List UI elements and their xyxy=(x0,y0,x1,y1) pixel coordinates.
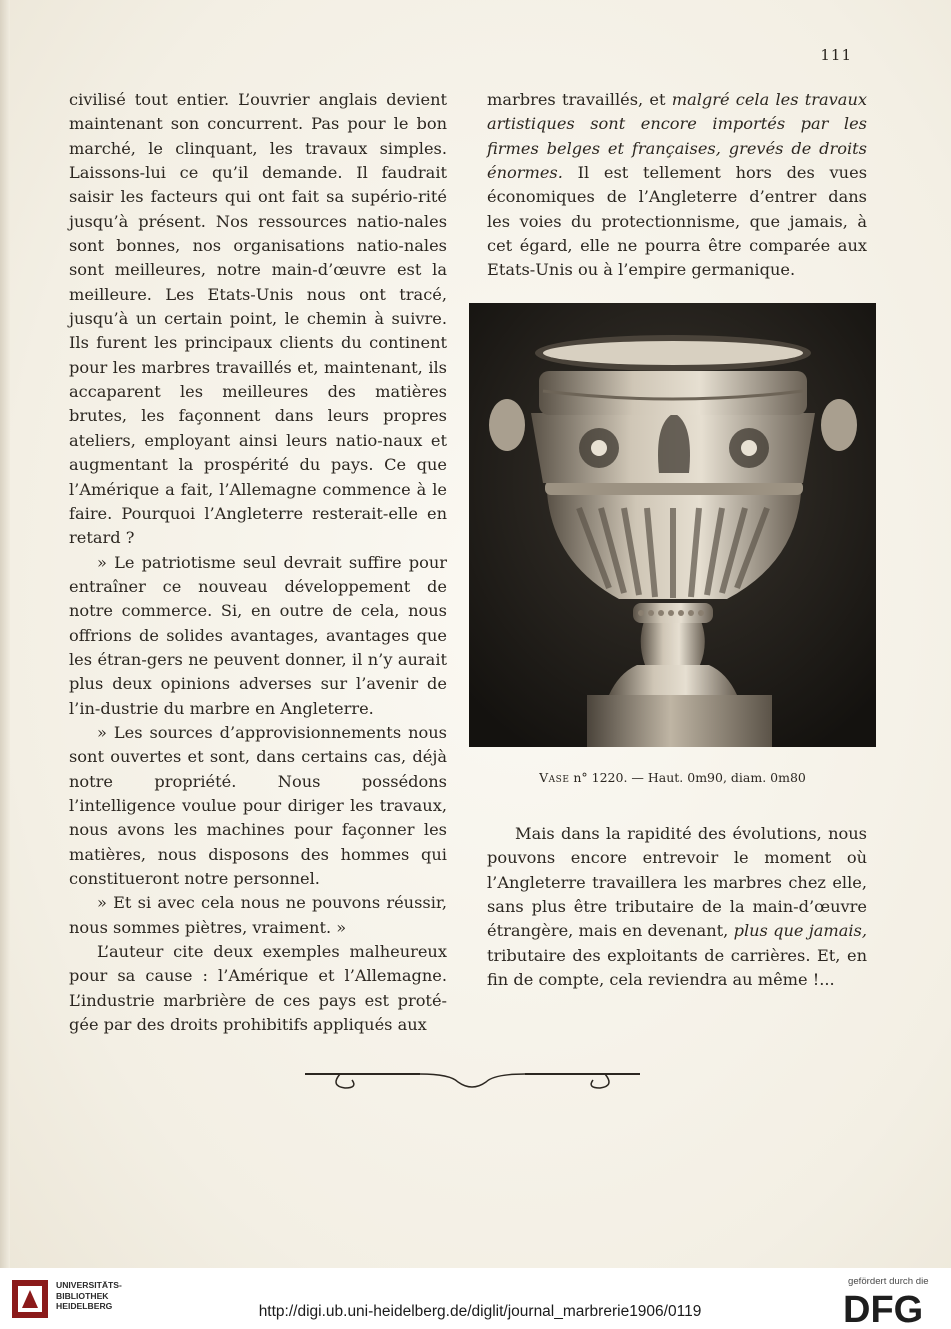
dfg-logo xyxy=(840,1284,940,1324)
dfg-logo-text: DFG xyxy=(843,1289,924,1324)
right-bottom-text-rest: tributaire des exploitants de carrières. Et, en fin de compte, cela reviendra au même !... xyxy=(487,945,867,990)
funding-note: gefördert durch die xyxy=(848,1276,929,1287)
vase-plinth xyxy=(587,695,772,747)
vase-rim xyxy=(539,371,807,415)
right-top-text-rest: Il est tellement hors des vues économiques de l’Angleterre d’entrer dans les voies du protectionnisme, que jamais, à cet égard, elle ne pourra être comparée aux Etats-Unis ou à l’empire germanique. xyxy=(487,163,867,280)
right-column-top xyxy=(487,88,867,283)
vase-photograph xyxy=(469,303,876,747)
caption-label: Vase xyxy=(539,770,570,785)
left-paragraph: civilisé tout entier. L’ouvrier anglais devient maintenant son concurrent. Pas pour le bon marché, le clinquant, les travaux simples. Laissons-lui ce qu’il demande. Il faudrait saisir les facteurs qui ont fait sa supério-rité jusqu’à présent. Nos ressources natio-nales sont bonnes, nos organisations natio-nales sont meilleures, notre main-d’œuvre est la meilleure. Les Etats-Unis nous ont tracé, jusqu’à un certain point, le chemin à suivre. Ils furent les principaux clients du continent pour les marbres travaillés et, maintenant, ils accaparent les meilleures des matières brutes, les façonnent dans leurs propres ateliers, employant ainsi leurs natio-naux et augmentant la prospérité du pays. Ce que l’Amérique a fait, l’Allemagne commence à le faire. Pourquoi l’Angleterre resterait-elle en retard ? xyxy=(69,90,447,548)
decorative-flourish xyxy=(300,1066,645,1094)
caption-details: n° 1220. — Haut. 0m90, diam. 0m80 xyxy=(569,770,806,785)
page-edge-shadow xyxy=(0,0,10,1268)
figure-caption xyxy=(469,770,876,785)
left-paragraph: » Les sources d’approvisionnements nous sont ouvertes et sont, dans certains cas, déjà notre propriété. Nous possédons l’intelligence voulue pour diriger les travaux, nous avons les machines pour façonner les matières, nous disposons des hommes qui constitueront notre personnel. xyxy=(69,722,447,888)
left-paragraph: » Et si avec cela nous ne pouvons réussir, nous sommes piètres, vraiment. » xyxy=(69,893,447,937)
mask-handle-right xyxy=(821,399,857,451)
left-paragraph: » Le patriotisme seul devrait suffire pour entraîner ce nouveau développement de notre commerce. Si, en outre de cela, nous offrions de solides avantages, avantages que les étran-gers ne peuvent donner, il n’y aurait plus deux opinions adverses sur l’avenir de l’in-dustrie du marbre en Angleterre. xyxy=(69,552,447,718)
right-top-text-start: marbres travaillés, et xyxy=(487,90,672,109)
left-column xyxy=(69,88,447,1037)
right-top-italic: malgré cela les travaux artistiques sont encore importés par les firmes belges et françaises, grevés de droits énormes. xyxy=(487,90,867,183)
right-column-bottom xyxy=(487,822,867,992)
library-name: UNIVERSITÄTS- BIBLIOTHEK HEIDELBERG xyxy=(56,1280,122,1311)
right-bottom-text-start: Mais dans la rapidité des évolutions, nous pouvons encore entrevoir le moment où l’Angleterre travaillera les marbres chez elle, sans plus être tributaire de la main-d’œuvre étrangère, mais en devenant, xyxy=(487,824,867,941)
left-paragraph: L’auteur cite deux exemples malheureux pour sa cause : l’Amérique et l’Allemagne. L’industrie marbrière de ces pays est proté-gée par des droits prohibitifs appliqués aux xyxy=(69,942,447,1035)
vase-illustration xyxy=(469,303,876,747)
university-seal-icon xyxy=(10,1278,50,1320)
page-number: 111 xyxy=(820,46,852,64)
source-url[interactable]: http://digi.ub.uni-heidelberg.de/diglit/journal_marbrerie1906/0119 xyxy=(258,1303,702,1320)
right-bottom-italic: plus que jamais, xyxy=(733,921,867,941)
mask-handle-left xyxy=(489,399,525,451)
